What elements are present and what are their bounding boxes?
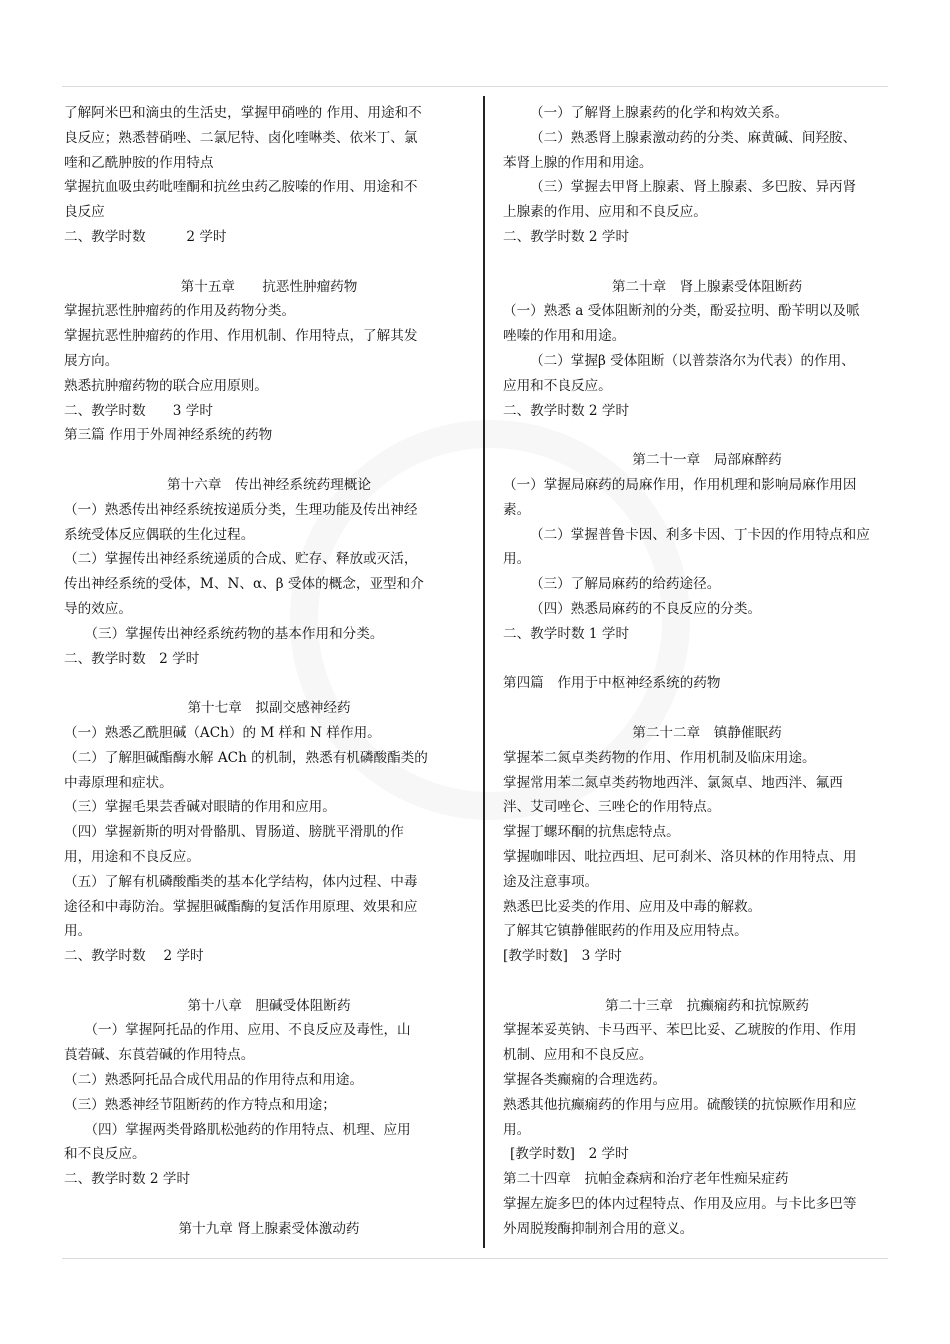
bottom-rule: [62, 1258, 888, 1259]
teaching-hours: 二、教学时数 1 学时: [503, 625, 630, 642]
chapter-20-heading: 第二十章 肾上腺素受体阻断药: [611, 278, 803, 295]
text-line: 掌握抗恶性肿瘤药的作用及药物分类。: [64, 303, 296, 320]
text-line: 掌握丁螺环酮的抗焦虑特点。: [503, 824, 680, 841]
text-line: 掌握各类癫痫的合理选药。: [503, 1072, 667, 1089]
text-line: 传出神经系统的受体，M、N、α、β 受体的概念，亚型和介: [64, 576, 424, 593]
chapter-24-heading: 第二十四章 抗帕金森病和治疗老年性痴呆症药: [503, 1171, 789, 1188]
text-line: 素。: [503, 501, 531, 518]
text-line: 上腺素的作用、应用和不良反应。: [503, 204, 707, 221]
teaching-hours: 二、教学时数 2 学时: [503, 402, 630, 419]
teaching-hours: [教学时数] 2 学时: [510, 1146, 629, 1163]
chapter-16-heading: 第十六章 传出神经系统药理概论: [167, 476, 371, 493]
text-line: （三）掌握传出神经系统药物的基本作用和分类。: [64, 625, 384, 642]
text-line: 熟悉巴比妥类的作用、应用及中毒的解救。: [503, 898, 762, 915]
text-line: 导的效应。: [64, 600, 132, 617]
text-line: 喹和乙酰肿胺的作用特点: [64, 154, 214, 171]
text-line: 了解其它镇静催眠药的作用及应用特点。: [503, 923, 748, 940]
text-line: 熟悉其他抗癫痫药的作用与应用。硫酸镁的抗惊厥作用和应: [503, 1096, 857, 1113]
text-line: （三）掌握去甲肾上腺素、肾上腺素、多巴胺、异丙肾: [530, 179, 857, 196]
chapter-22-heading: 第二十二章 镇静催眠药: [632, 724, 782, 741]
text-line: 掌握抗恶性肿瘤药的作用、作用机制、作用特点，了解其发: [64, 328, 418, 345]
text-line: 苯肾上腺的作用和用途。: [503, 154, 653, 171]
text-line: 莨菪碱、东莨菪碱的作用特点。: [64, 1047, 255, 1064]
text-line: （四）掌握新斯的明对骨骼肌、胃肠道、膀胱平滑肌的作: [64, 824, 404, 841]
text-line: （一）熟悉 a 受体阻断剂的分类，酚妥拉明、酚苄明以及哌: [503, 303, 860, 320]
part-4-heading: 第四篇 作用于中枢神经系统的药物: [503, 675, 721, 692]
text-line: （二）掌握普鲁卡因、利多卡因、丁卡因的作用特点和应: [530, 526, 870, 543]
text-line: 掌握抗血吸虫药吡喹酮和抗丝虫药乙胺嗪的作用、用途和不: [64, 179, 418, 196]
text-line: 掌握咖啡因、吡拉西坦、尼可刹米、洛贝林的作用特点、用: [503, 848, 857, 865]
chapter-18-heading: 第十八章 胆碱受体阻断药: [187, 997, 351, 1014]
text-line: 良反应；熟悉替硝唑、二氯尼特、卤化喹啉类、依米丁、氯: [64, 129, 418, 146]
text-line: （一）掌握阿托品的作用、应用、不良反应及毒性，山: [64, 1022, 411, 1039]
text-line: 途径和中毒防治。掌握胆碱酯酶的复活作用原理、效果和应: [64, 898, 418, 915]
text-line: 熟悉抗肿瘤药物的联合应用原则。: [64, 377, 268, 394]
text-line: 用，用途和不良反应。: [64, 848, 200, 865]
teaching-hours: 二、教学时数 3 学时: [64, 402, 213, 419]
part-3-heading: 第三篇 作用于外周神经系统的药物: [64, 427, 273, 444]
text-line: 掌握左旋多巴的体内过程特点、作用及应用。与卡比多巴等: [503, 1196, 857, 1213]
text-line: （二）了解胆碱酯酶水解 ACh 的机制，熟悉有机磷酸酯类的: [64, 749, 428, 766]
text-line: （三）掌握毛果芸香碱对眼睛的作用和应用。: [64, 799, 336, 816]
chapter-23-heading: 第二十三章 抗癫痫药和抗惊厥药: [605, 997, 809, 1014]
teaching-hours: 二、教学时数 2 学时: [64, 948, 204, 965]
text-line: 了解阿米巴和滴虫的生活史，掌握甲硝唑的 作用、用途和不: [64, 105, 422, 121]
text-line: 展方向。: [64, 352, 119, 369]
teaching-hours: 二、教学时数 2 学时: [503, 228, 630, 245]
top-rule: [62, 86, 888, 87]
left-column: [64, 101, 474, 1242]
column-divider: [483, 96, 485, 1248]
text-line: （四）掌握两类骨路肌松弛药的作用特点、机理、应用: [64, 1121, 411, 1138]
text-line: 和不良反应。: [64, 1146, 146, 1163]
text-line: （二）掌握传出神经系统递质的合成、贮存、释放或灭活，: [64, 551, 418, 568]
text-line: 掌握苯妥英钠、卡马西平、苯巴比妥、乙琥胺的作用、作用: [503, 1022, 857, 1039]
chapter-15-heading: 第十五章 抗恶性肿瘤药物: [180, 278, 358, 295]
text-line: 用。: [64, 923, 92, 940]
text-line: 泮、艾司唑仑、三唑仑的作用特点。: [503, 799, 721, 816]
text-line: 系统受体反应偶联的生化过程。: [64, 526, 255, 543]
text-line: 掌握苯二氮卓类药物的作用、作用机制及临床用途。: [503, 749, 816, 766]
text-line: 外周脱羧酶抑制剂合用的意义。: [503, 1220, 694, 1237]
teaching-hours: 二、教学时数 2 学时: [64, 1171, 191, 1188]
chapter-19-heading: 第十九章 肾上腺素受体激动药: [178, 1220, 360, 1237]
text-line: （一）了解肾上腺素药的化学和构效关系。: [530, 105, 789, 121]
text-line: （一）掌握局麻药的局麻作用，作用机理和影响局麻作用因: [503, 476, 857, 493]
text-line: （三）了解局麻药的给药途径。: [530, 576, 721, 593]
teaching-hours: [教学时数] 3 学时: [503, 948, 622, 965]
chapter-21-heading: 第二十一章 局部麻醉药: [632, 452, 782, 469]
text-line: 用。: [503, 551, 531, 568]
text-line: （一）熟悉传出神经系统按递质分类，生理功能及传出神经: [64, 501, 418, 518]
text-line: 途及注意事项。: [503, 873, 599, 890]
text-line: 机制、应用和不良反应。: [503, 1047, 653, 1064]
text-line: （五）了解有机磷酸酯类的基本化学结构，体内过程、中毒: [64, 873, 418, 890]
text-line: 中毒原理和症状。: [64, 774, 173, 791]
text-line: （四）熟悉局麻药的不良反应的分类。: [530, 600, 762, 617]
text-line: （二）掌握β 受体阻断（以普萘洛尔为代表）的作用、: [530, 352, 855, 369]
text-line: 掌握常用苯二氮卓类药物地西泮、氯氮卓、地西泮、氟西: [503, 774, 843, 791]
text-line: 用。: [503, 1121, 531, 1138]
text-line: （一）熟悉乙酰胆碱（ACh）的 M 样和 N 样作用。: [64, 724, 381, 741]
teaching-hours: 二、教学时数 2 学时: [64, 228, 227, 245]
teaching-hours: 二、教学时数 2 学时: [64, 650, 200, 667]
text-line: 唑嗪的作用和用途。: [503, 328, 626, 345]
text-line: （三）熟悉神经节阻断药的作方特点和用途；: [64, 1096, 336, 1113]
text-line: （二）熟悉阿托品合成代用品的作用待点和用途。: [64, 1072, 364, 1089]
chapter-17-heading: 第十七章 拟副交感神经药: [187, 700, 351, 717]
text-line: （二）熟悉肾上腺素激动药的分类、麻黄碱、间羟胺、: [530, 129, 857, 146]
text-line: 良反应: [64, 204, 105, 221]
text-line: 应用和不良反应。: [503, 377, 612, 394]
right-column: [503, 101, 911, 1242]
